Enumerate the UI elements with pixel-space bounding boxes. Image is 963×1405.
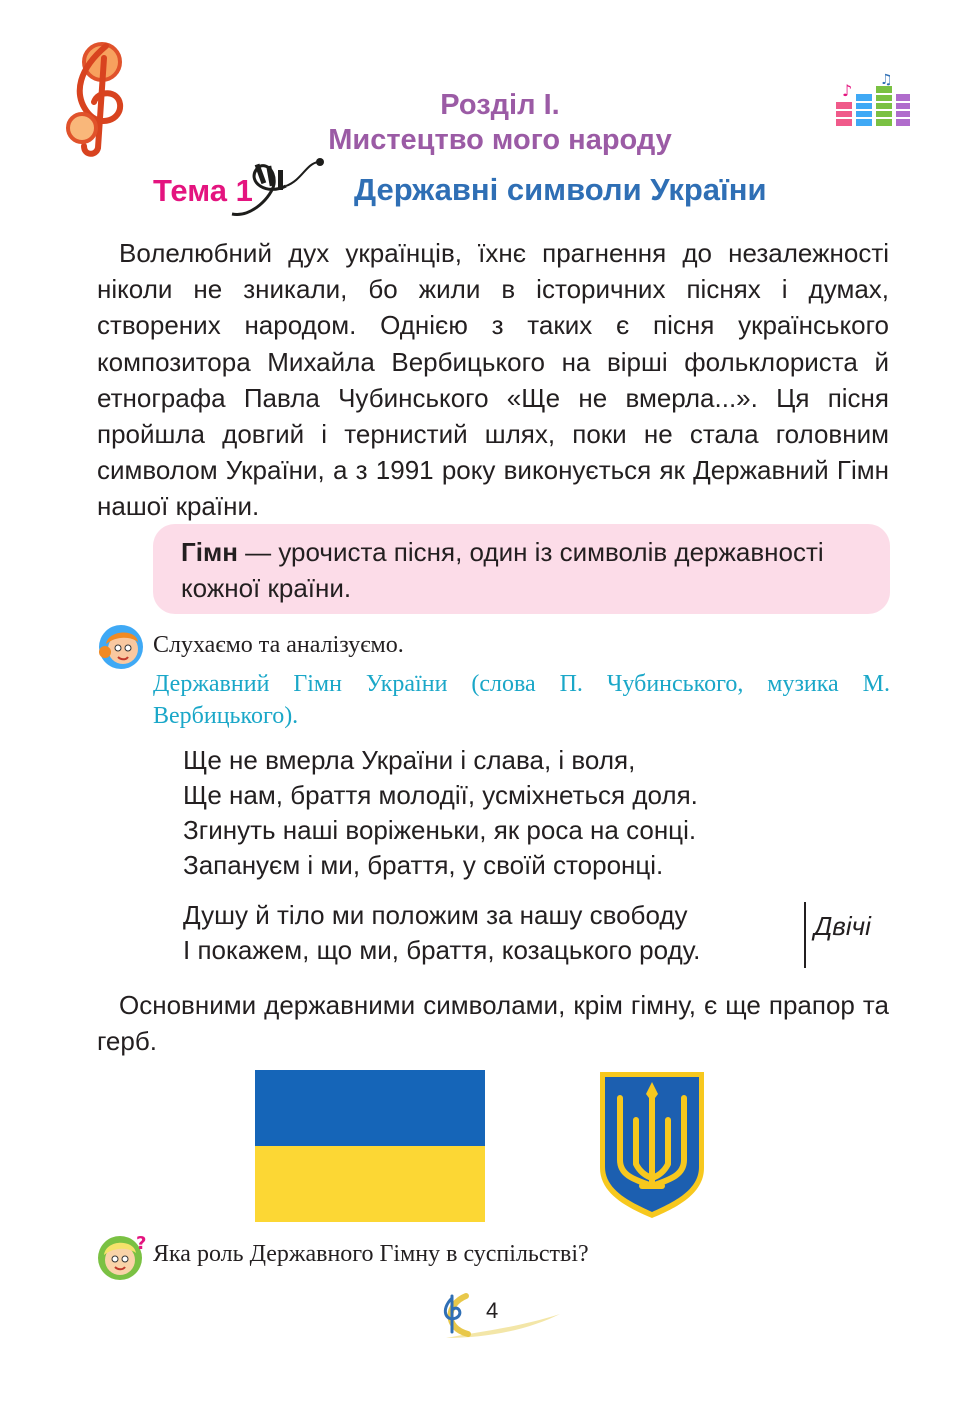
anthem-line: Запануєм і ми, браття, у своїй сторонці. [183,850,664,880]
anthem-line: Згинуть наші воріженьки, як роса на сонці. [183,815,697,845]
anthem-line: Душу й тіло ми положим за нашу свободу [183,900,688,930]
music-blocks-icon [834,72,912,128]
topic-label: Тема 1 [153,173,253,208]
girl-listening-icon [96,624,146,670]
anthem-caption: Державний Гімн України (слова П. Чубинського, музика М. Вербицького). [153,671,890,729]
chapter-number: Розділ І. [440,89,560,121]
piano-swirl-icon [222,156,332,222]
anthem-line: І покажем, що ми, браття, козацького роду. [183,935,701,965]
anthem-line: Ще не вмерла України і слава, і воля, [183,745,636,775]
page-footer-clef-icon [436,1288,566,1342]
svg-text:?: ? [136,1233,147,1254]
definition-box [153,524,890,614]
definition-text: — урочиста пісня, один із символів державності кожної країни. [181,537,824,603]
question-text: Яка роль Державного Гімну в суспільстві? [153,1241,589,1267]
definition-term: Гімн [181,537,238,567]
anthem-stanza [183,743,698,883]
svg-text:♫: ♫ [880,72,893,88]
coat-of-arms-icon [596,1068,708,1220]
chapter-title: Мистецтво мого народу [328,124,672,156]
topic-title: Державні символи України [354,172,767,207]
listening-instruction: Слухаємо та аналізуємо. [153,632,404,658]
flag-yellow-stripe [255,1146,485,1222]
intro-paragraph: Волелюбний дух українців, їхнє прагнення до незалежності ніколи не зникали, бо жили в історичних піснях і думах, створених народом. Однією з таких є пісня українського композитора Михайла Вербицького на вірші фольклориста й етнографа Павла Чубинського «Ще не вмерла...». Ця пісня пройшла довгий і тернистий шлях, поки не стала головним символом України, а з 1991 року виконується як Державний Гімн нашої країни. [97,238,889,522]
chapter-heading [180,88,820,158]
ukraine-flag [255,1070,485,1222]
symbols-paragraph: Основними державними символами, крім гімну, є ще прапор та герб. [97,990,889,1057]
boy-question-icon [96,1233,148,1281]
anthem-refrain [183,898,700,968]
page-number: 4 [486,1298,499,1323]
svg-text:♪: ♪ [842,81,853,100]
repeat-bracket [804,902,806,968]
anthem-line: Ще нам, браття молодії, усміхнеться доля. [183,780,698,810]
flag-blue-stripe [255,1070,485,1146]
repeat-note: Двічі [814,911,871,941]
treble-clef-icon [60,38,135,158]
